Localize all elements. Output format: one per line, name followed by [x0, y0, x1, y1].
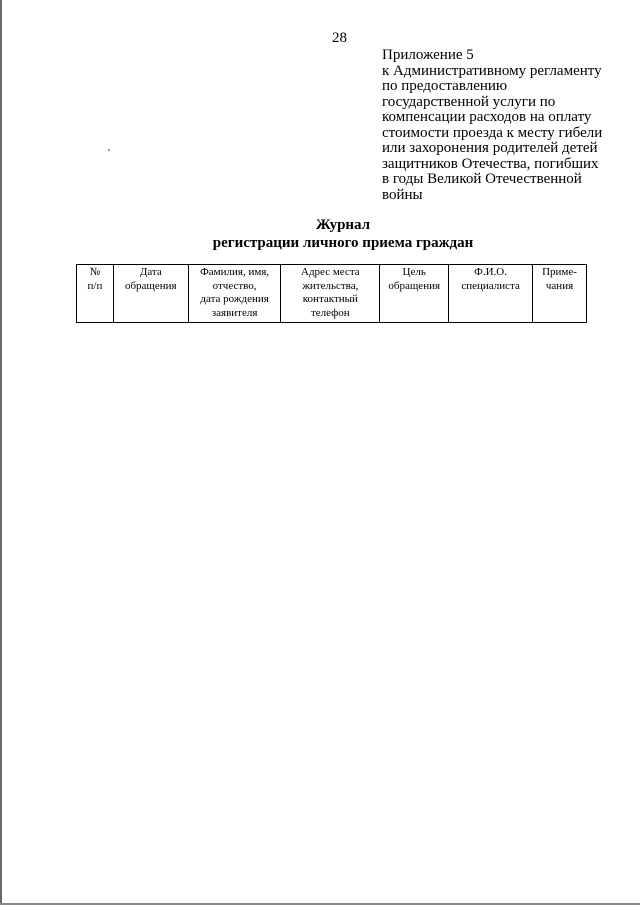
appendix-line: государственной услуги по	[382, 93, 556, 110]
header-text: специалиста	[461, 279, 520, 292]
scan-left-edge	[0, 0, 2, 905]
header-cell-notes	[533, 265, 587, 323]
appendix-line: или захоронения родителей детей	[382, 140, 598, 156]
header-text: Ф.И.О.	[474, 266, 507, 278]
appendix-block	[382, 48, 622, 203]
registration-journal-table	[76, 264, 587, 323]
title-line-2: регистрации личного приема граждан	[212, 235, 474, 251]
header-text: дата рождения	[200, 293, 269, 305]
header-text: №	[89, 266, 101, 278]
header-text: заявителя	[211, 306, 258, 319]
header-cell-applicant	[188, 265, 281, 323]
header-text: Адрес места	[301, 266, 360, 278]
header-text: Дата	[139, 266, 162, 278]
header-text: контактный	[302, 293, 358, 305]
header-cell-specialist	[449, 265, 533, 323]
header-text: п/п	[87, 279, 103, 292]
appendix-line: стоимости проезда к месту гибели	[382, 124, 603, 141]
header-text: обращения	[124, 279, 177, 292]
appendix-line: защитников Отечества, погибших	[382, 155, 599, 172]
header-text: Приме-	[542, 266, 577, 278]
header-text: Цель	[402, 266, 426, 278]
appendix-line: в годы Великой Отечественной	[382, 171, 582, 187]
appendix-line: к Административному регламенту	[382, 62, 602, 79]
header-text: отчество,	[212, 279, 257, 292]
appendix-line: Приложение 5	[382, 47, 474, 63]
appendix-line: компенсации расходов на оплату	[382, 109, 592, 125]
header-text: Фамилия, имя,	[200, 266, 270, 278]
appendix-line: по предоставлению	[382, 78, 508, 94]
header-cell-purpose	[380, 265, 449, 323]
document-title	[0, 216, 640, 252]
header-text: чания	[545, 279, 574, 292]
header-cell-date	[113, 265, 188, 323]
header-text: телефон	[310, 306, 350, 319]
scan-speck	[108, 149, 110, 151]
title-line-1: Журнал	[315, 217, 371, 233]
table-header-row	[77, 265, 587, 323]
header-text: жительства,	[302, 279, 359, 292]
header-cell-number	[77, 265, 114, 323]
page-number: 28	[332, 30, 347, 46]
appendix-line: войны	[382, 186, 423, 203]
header-cell-address	[281, 265, 380, 323]
header-text: обращения	[388, 279, 441, 292]
